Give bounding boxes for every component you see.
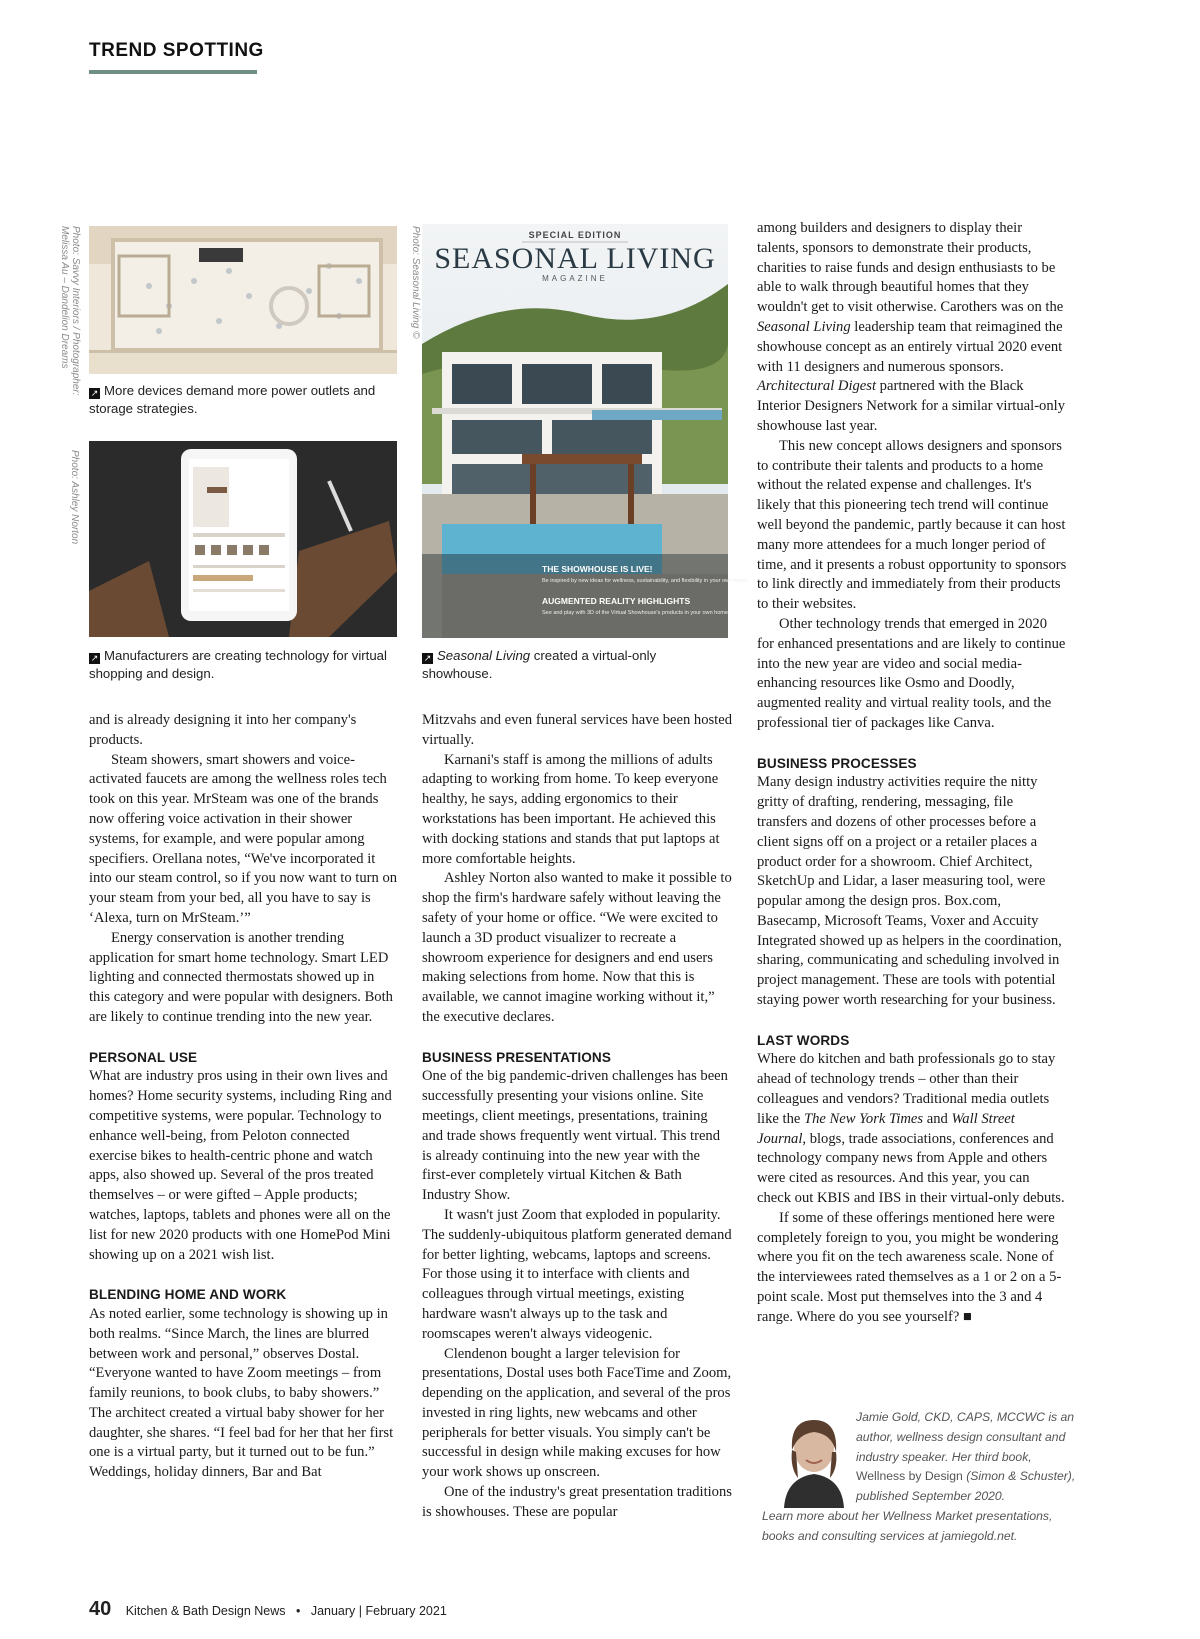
subhead-business-processes: BUSINESS PROCESSES xyxy=(757,755,917,771)
magazine-cover-photo xyxy=(422,224,749,638)
paragraph: Clendenon bought a larger television for presentations, Dostal uses both FaceTime and Zoom, depending on the application, and several of the pros invested in ring lights, new webcams and other peripherals for better visuals. You simply can't be successful in design while making excuses for how your work shows up onscreen. xyxy=(422,1345,732,1481)
arrow-icon: ↗ xyxy=(90,653,99,663)
paragraph: This new concept allows designers and sponsors to contribute their talents and products to a home without the related expense and challenges. It's likely that this pioneering tech trend will continue well beyond the pandemic, partly because it can host many more attendees for a much longer period of time, and it presents a robust opportunity to sponsors to link directly and immediately from their products to their websites. xyxy=(757,437,1067,613)
masthead: SEASONAL LIVING xyxy=(434,242,716,275)
subhead-last-words: LAST WORDS xyxy=(757,1032,850,1048)
caption-magazine: ↗ Seasonal Living created a virtual-only showhouse. xyxy=(422,648,657,681)
paragraph: As noted earlier, some technology is showing up in both realms. “Since March, the lines are blurred between work and personal,” observes Dostal. “Everyone wanted to have Zoom meetings – from family reunions, to book clubs, to baby showers.” The architect created a virtual baby shower for her daughter, she shares. “I feel bad for her that her first one is a virtual party, but it turned out to be fun.” Weddings, holiday dinners, Bar and Bat xyxy=(89,1305,394,1481)
article-column-2 xyxy=(422,711,732,1523)
page-number: 40 xyxy=(89,1598,112,1620)
section-rule xyxy=(89,70,257,74)
drawer-photo xyxy=(89,226,397,374)
paragraph: Many design industry activities require the nitty gritty of drafting, rendering, messaging, file transfers and dozens of other processes before a client signs off on a project or a retailer places a product order for a showroom. Chief Architect, SketchUp and Lidar, a laser measuring tool, were popular among the design pros. Box.com, Basecamp, Microsoft Teams, Voxer and Accuity Integrated showed up as helpers in the coordination, sharing, communicating and scheduling involved in project management. These are tools with potential staying power worth researching for your business. xyxy=(757,774,1062,1009)
paragraph: Steam showers, smart showers and voice-activated faucets are among the wellness roles tech took on this year. MrSteam was one of the brands now offering voice activation in their shower systems, for example, and were popular among specifiers. Orellana notes, “We've incorporated it into our steam control, so if you now want to turn on your steam from your bed, all you have to say is ‘Alexa, turn on MrSteam.’” xyxy=(89,751,398,926)
masthead-sub: MAGAZINE xyxy=(542,274,608,283)
paragraph: It wasn't just Zoom that exploded in popularity. The suddenly-ubiquitous platform generated demand for better lighting, webcams, laptops and screens. For those using it to interface with clients and colleagues through virtual meetings, existing hardware wasn't always up to the task and roomscapes weren't always videogenic. xyxy=(422,1206,732,1342)
cover-tagline-2-sub: See and play with 3D of the Virtual Showhouse's products in your own home xyxy=(542,610,728,616)
paragraph: Mitzvahs and even funeral services have been hosted virtually. xyxy=(422,712,732,748)
footer-separator: • xyxy=(295,1604,301,1618)
paragraph: Other technology trends that emerged in 2020 for enhanced presentations and are likely to continue into the new year are video and social media-enhancing resources like Osmo and Doodly, augmented reality and virtual reality tools, and the professional tier of packages like Canva. xyxy=(757,615,1066,731)
arrow-icon: ↗ xyxy=(423,653,432,663)
paragraph: One of the industry's great presentation traditions is showhouses. These are popular xyxy=(422,1484,732,1520)
paragraph: Where do kitchen and bath professionals go to stay ahead of technology trends – other than their colleagues and vendors? Traditional media outlets like the The New York Times and Wall Street Journal, blogs, trade associations, conferences and technology company news from Apple and others were cited as resources. And this year, you can check out KBIS and IBS in their virtual-only debuts. xyxy=(757,1051,1065,1207)
cover-tagline-1: THE SHOWHOUSE IS LIVE! xyxy=(542,564,653,574)
photo-credit-tablet: Photo: Ashley Norton xyxy=(69,450,80,545)
paragraph: among builders and designers to display their talents, sponsors to demonstrate their products, charities to raise funds and design enthusiasts to be able to walk through beautiful homes that they wouldn't get to visit otherwise. Carothers was on the Seasonal Living leadership team that reimagined the showhouse concept as an entirely virtual 2020 event with 11 designers and numerous sponsors. Architectural Digest partnered with the Black Interior Designers Network for a similar virtual-only showhouse last year. xyxy=(757,220,1066,434)
paragraph: and is already designing it into her company's products. xyxy=(89,712,357,748)
subhead-personal-use: PERSONAL USE xyxy=(89,1049,198,1065)
paragraph: If some of these offerings mentioned here were completely foreign to you, you might be wondering where you fit on the tech awareness scale. None of the interviewees rated themselves as a 1 or 2 on a 5-point scale. Most put themselves into the 3 and 4 range. Where do you see yourself? ■ xyxy=(757,1209,1062,1325)
author-bio: Jamie Gold, CKD, CAPS, MCCWC is an author, wellness design consultant and industry speaker. Her third book, Wellness by Design (Simon & Schuster), published September 2020. Learn more about her Wellness Market presentations, books and consulting services at jamiegold.net. xyxy=(762,1410,1076,1543)
publication-name: Kitchen & Bath Design News xyxy=(125,1604,286,1618)
page-footer xyxy=(89,1598,447,1621)
caption-drawer: ↗ More devices demand more power outlets and storage strategies. xyxy=(89,383,376,416)
caption-tablet: ↗ Manufacturers are creating technology for virtual shopping and design. xyxy=(89,648,387,681)
photo-credit-drawer: Photo: Savvy Interiors / Photographer: Melissa Au – Dandelion Dreams xyxy=(59,226,81,396)
photo-credit-magazine: Photo: Seasonal Living © xyxy=(410,226,421,339)
paragraph: One of the big pandemic-driven challenges has been successfully presenting your visions online. Site meetings, client meetings, presentations, training and trade shows frequently went virtual. This trend is already continuing into the new year with the first-ever completely virtual Kitchen & Bath Industry Show. xyxy=(422,1068,728,1204)
issue-date: January | February 2021 xyxy=(310,1604,447,1618)
special-edition-label: SPECIAL EDITION xyxy=(528,230,622,240)
section-label: TREND SPOTTING xyxy=(89,40,264,61)
paragraph: Ashley Norton also wanted to make it possible to shop the firm's hardware safely without leaving the safety of your home or office. “We were excited to launch a 3D product visualizer to recreate a showroom experience for designers and end users making selections from home. Now that this is available, we cannot imagine working without it,” the executive declares. xyxy=(422,870,732,1025)
arrow-icon: ↗ xyxy=(90,388,99,398)
subhead-blending-home-work: BLENDING HOME AND WORK xyxy=(89,1287,287,1303)
paragraph: Karnani's staff is among the millions of adults adapting to working from home. To keep everyone healthy, he says, adding ergonomics to their workstations has been important. He achieved this with docking stations and stands that put laptops at more comfortable heights. xyxy=(422,751,720,867)
article-column-3 xyxy=(757,219,1067,1328)
subhead-business-presentations: BUSINESS PRESENTATIONS xyxy=(422,1049,612,1065)
cover-tagline-1-sub: Be inspired by new ideas for wellness, sustainability, and flexibility in your own home. xyxy=(542,578,749,584)
tablet-photo xyxy=(89,441,397,637)
article-column-1 xyxy=(89,711,399,1483)
paragraph: What are industry pros using in their own lives and homes? Home security systems, including Ring and competitive systems, were popular. Technology to enhance well-being, from Peloton connected exercise bikes to health-centric phone and watch apps, also showed up. Several of the pros treated themselves – or were gifted – Apple products; watches, laptops, tablets and phones were all on the list for new 2020 products with one HomePod Mini showing up on a 2021 wish list. xyxy=(89,1068,392,1263)
cover-tagline-2: AUGMENTED REALITY HIGHLIGHTS xyxy=(542,596,691,606)
paragraph: Energy conservation is another trending application for smart home technology. Smart LED lighting and connected thermostats showed up in this category and were popular with designers. Both are likely to continue trending into the new year. xyxy=(89,929,393,1025)
